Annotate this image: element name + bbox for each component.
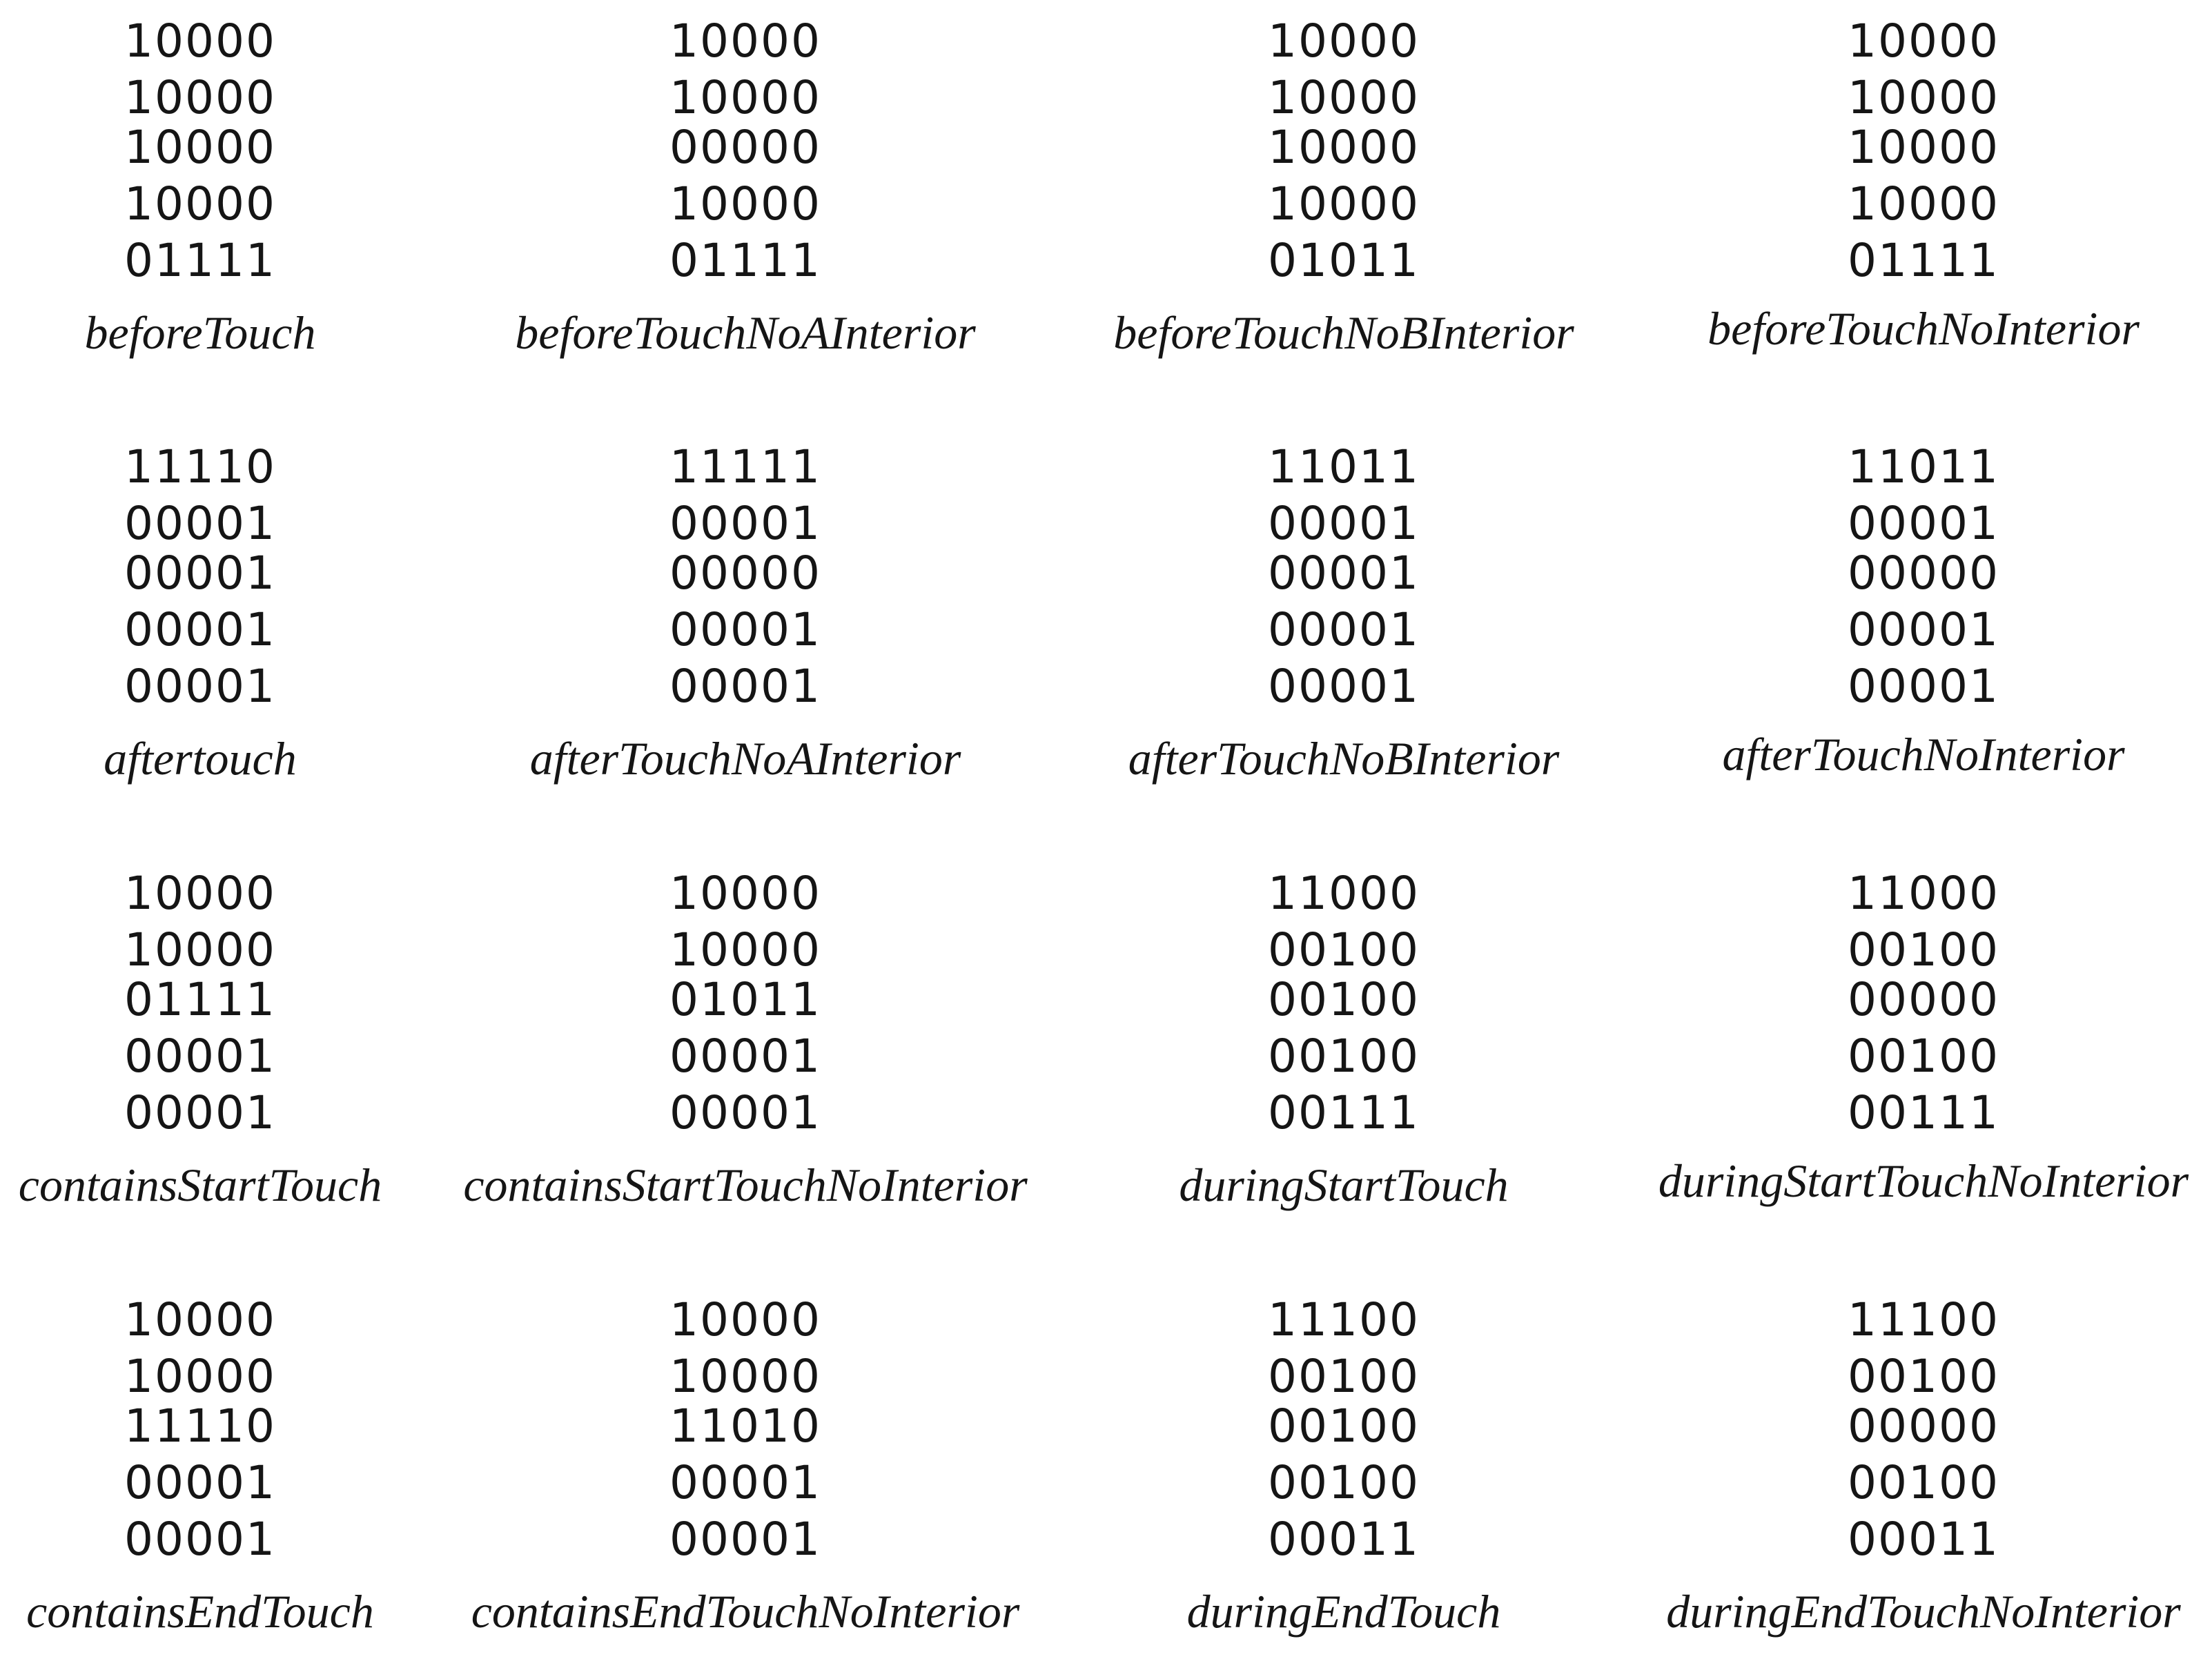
matrix-row: 00100 (1848, 923, 1999, 976)
matrix-row: 10000 (1268, 121, 1420, 174)
matrix-row: 00001 (124, 547, 276, 600)
matrix-row: 11000 (1848, 867, 1999, 920)
matrix-row: 10000 (669, 177, 821, 230)
matrix-row: 10000 (669, 1293, 821, 1346)
matrix-row: 10000 (1268, 177, 1420, 230)
matrix-row: 00001 (1848, 603, 1999, 656)
matrix-row: 00001 (1848, 660, 1999, 713)
matrix-row: 11111 (669, 440, 821, 493)
matrix-row: 00001 (1848, 497, 1999, 550)
matrix-cell (1661, 440, 2186, 826)
matrix-row: 00001 (124, 497, 276, 550)
matrix-row: 00001 (124, 603, 276, 656)
matrix-row: 10000 (1268, 71, 1420, 124)
matrix-row: 00001 (669, 497, 821, 550)
matrix-row: 00001 (669, 1086, 821, 1139)
matrix-row: 00001 (124, 1456, 276, 1509)
matrix-row: 00001 (669, 1456, 821, 1509)
matrix-row: 00100 (1848, 1350, 1999, 1403)
matrix-row: 00100 (1268, 1350, 1420, 1403)
matrix-row: 00000 (1848, 1400, 1999, 1453)
matrix-row: 10000 (1848, 14, 1999, 68)
matrix-row: 10000 (124, 121, 276, 174)
matrix-cell (1081, 440, 1606, 826)
matrix-row: 00011 (1848, 1513, 1999, 1566)
matrix-row: 00001 (669, 1030, 821, 1083)
matrix-row: 10000 (1268, 14, 1420, 68)
matrix-row: 00100 (1268, 1456, 1420, 1509)
matrix-row: 00100 (1268, 973, 1420, 1026)
matrix-row: 11011 (1268, 440, 1420, 493)
matrix-row: 00001 (124, 1086, 276, 1139)
matrix-caption: afterTouchNoAInterior (529, 732, 961, 785)
matrix-row: 01111 (124, 973, 276, 1026)
matrix-row: 00001 (1268, 547, 1420, 600)
matrix-cell (1081, 14, 1606, 400)
matrix-caption: beforeTouchNoBInterior (1113, 306, 1574, 359)
matrix-caption: afterTouchNoBInterior (1128, 732, 1560, 785)
matrix-caption: containsStartTouchNoInterior (463, 1159, 1028, 1211)
matrix-cell (1081, 1293, 1606, 1679)
matrix-row: 10000 (1848, 177, 1999, 230)
matrix-row: 00100 (1848, 1030, 1999, 1083)
matrix-caption: beforeTouchNoAInterior (515, 306, 976, 359)
matrix-cell (0, 1293, 462, 1679)
matrix-cell (463, 866, 1028, 1253)
matrix-row: 00001 (1268, 603, 1420, 656)
matrix-row: 10000 (124, 71, 276, 124)
matrix-row: 10000 (1848, 121, 1999, 174)
matrix-row: 00001 (124, 660, 276, 713)
matrix-row: 10000 (1848, 71, 1999, 124)
matrix-caption: containsEndTouch (26, 1585, 374, 1638)
matrix-row: 00001 (669, 1513, 821, 1566)
matrix-cell (1658, 866, 2189, 1253)
matrix-row: 10000 (124, 867, 276, 920)
matrix-row: 00111 (1268, 1086, 1420, 1139)
matrix-caption: beforeTouch (84, 306, 316, 359)
matrix-row: 10000 (669, 867, 821, 920)
matrix-row: 01011 (1268, 234, 1420, 287)
matrix-row: 00011 (1268, 1513, 1420, 1566)
matrix-row: 11000 (1268, 867, 1420, 920)
matrix-row: 00000 (1848, 547, 1999, 600)
matrix-caption: afterTouchNoInterior (1722, 728, 2125, 780)
matrix-row: 00111 (1848, 1086, 1999, 1139)
matrix-cell (1661, 1293, 2186, 1679)
matrix-row: 10000 (124, 923, 276, 976)
matrix-row: 01111 (1848, 234, 1999, 287)
matrix-caption: duringStartTouchNoInterior (1658, 1155, 2189, 1207)
matrix-row: 00001 (669, 660, 821, 713)
matrix-row: 01011 (669, 973, 821, 1026)
matrix-caption: duringStartTouch (1179, 1159, 1509, 1211)
matrix-row: 10000 (124, 177, 276, 230)
matrix-row: 00001 (669, 603, 821, 656)
matrix-caption: beforeTouchNoInterior (1707, 302, 2140, 355)
matrix-caption: containsEndTouchNoInterior (471, 1585, 1020, 1638)
matrix-row: 01111 (124, 234, 276, 287)
matrix-cell (0, 14, 462, 400)
matrix-row: 10000 (124, 1293, 276, 1346)
matrix-row: 11011 (1848, 440, 1999, 493)
matrix-row: 10000 (669, 14, 821, 68)
matrix-row: 11010 (669, 1400, 821, 1453)
matrix-cell (0, 866, 462, 1253)
matrix-row: 10000 (124, 1350, 276, 1403)
matrix-row: 00100 (1268, 1400, 1420, 1453)
matrix-row: 00001 (1268, 660, 1420, 713)
matrix-row: 11110 (124, 1400, 276, 1453)
matrix-row: 10000 (669, 1350, 821, 1403)
matrix-row: 11100 (1268, 1293, 1420, 1346)
matrix-row: 00001 (1268, 497, 1420, 550)
matrix-row: 10000 (669, 71, 821, 124)
matrix-row: 00100 (1268, 923, 1420, 976)
matrix-cell (471, 1293, 1020, 1679)
matrix-row: 00000 (669, 547, 821, 600)
matrix-caption: duringEndTouch (1186, 1585, 1501, 1638)
matrix-caption: containsStartTouch (18, 1159, 382, 1211)
matrix-row: 00000 (1848, 973, 1999, 1026)
matrix-cell (1081, 866, 1606, 1253)
matrix-row: 11110 (124, 440, 276, 493)
matrix-row: 00100 (1268, 1030, 1420, 1083)
matrix-row: 00000 (669, 121, 821, 174)
matrix-row: 10000 (124, 14, 276, 68)
matrix-cell (483, 14, 1008, 400)
matrix-cell (1661, 14, 2186, 400)
matrix-caption: duringEndTouchNoInterior (1666, 1585, 2181, 1638)
matrix-row: 00001 (124, 1513, 276, 1566)
matrix-row: 11100 (1848, 1293, 1999, 1346)
matrix-row: 01111 (669, 234, 821, 287)
matrix-cell (483, 440, 1008, 826)
matrix-row: 10000 (669, 923, 821, 976)
matrix-caption: aftertouch (104, 732, 297, 785)
matrix-cell (0, 440, 462, 826)
matrix-row: 00100 (1848, 1456, 1999, 1509)
matrix-row: 00001 (124, 1030, 276, 1083)
